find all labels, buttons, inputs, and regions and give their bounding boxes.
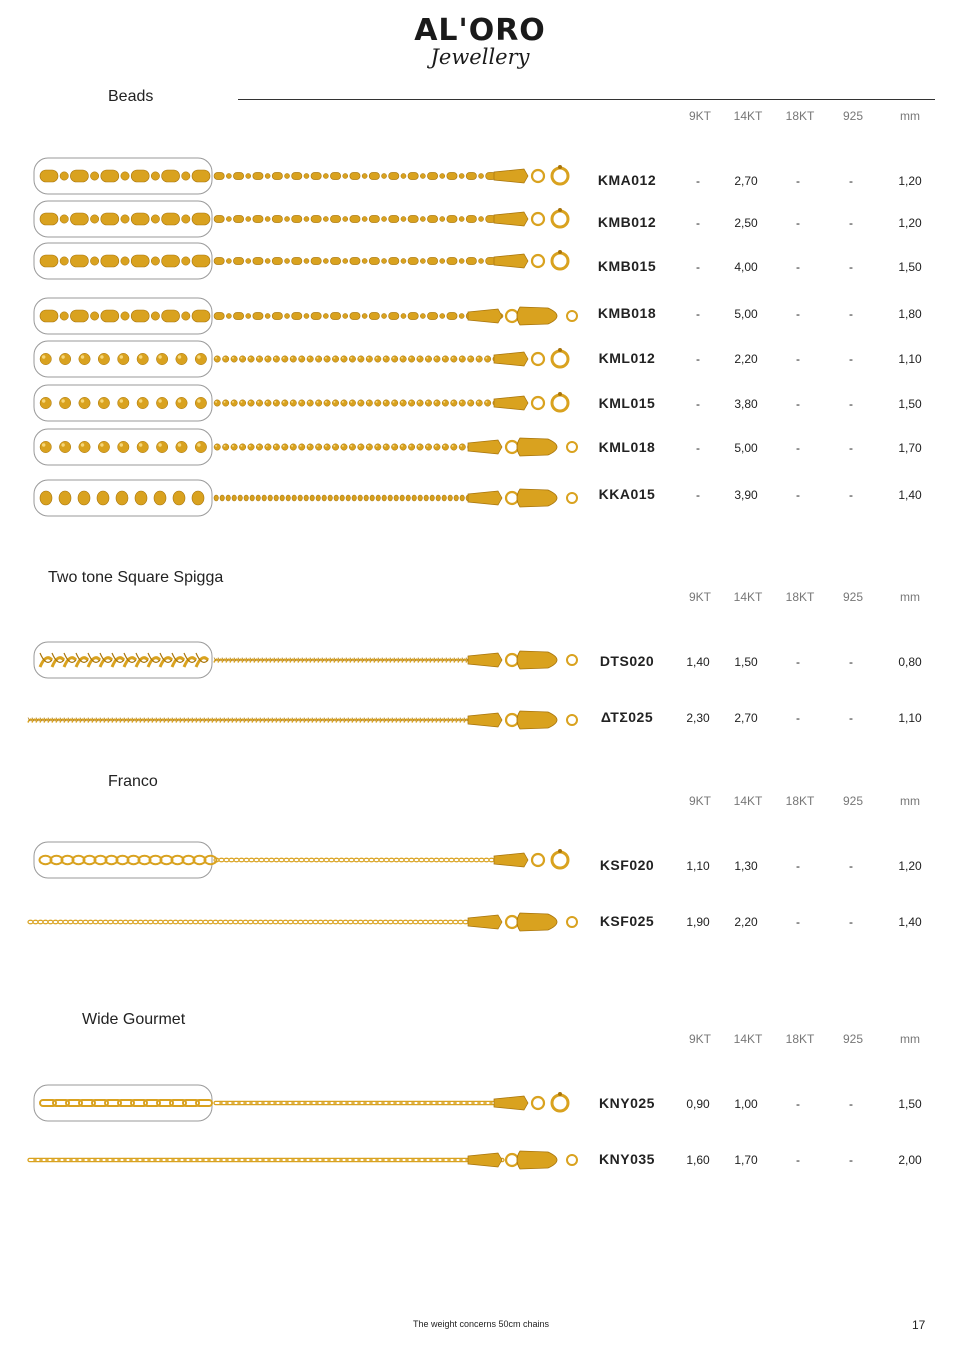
column-header-mm: mm [900,794,920,808]
chain-image [28,158,580,194]
chain-image [28,842,580,878]
weight-18kt: - [796,397,800,411]
product-code: KMB018 [597,305,657,321]
column-header-mm: mm [900,1032,920,1046]
column-header-18kt: 18KT [785,1032,815,1046]
chain-drawing [28,842,580,878]
weight-925: - [849,260,853,274]
product-code: KML012 [598,350,656,366]
product-code: KMB012 [597,214,657,230]
section-title-beads: Beads [108,88,154,105]
chain-drawing [28,201,580,237]
brand-logo [400,14,560,78]
weight-14kt: 2,70 [734,711,758,725]
section-title-wide-gourmet: Wide Gourmet [82,1011,186,1028]
logo-wordmark: AL'ORO [414,13,546,48]
thickness-mm: 1,20 [898,216,922,230]
chain-drawing [28,1142,580,1178]
column-header-9kt: 9KT [688,590,711,604]
product-code: KSF025 [599,913,655,929]
thickness-mm: 2,00 [898,1153,922,1167]
weight-925: - [849,655,853,669]
weight-18kt: - [796,260,800,274]
weight-925: - [849,1153,853,1167]
weight-14kt: 3,80 [734,397,758,411]
weight-14kt: 2,50 [734,216,758,230]
column-header-18kt: 18KT [785,590,815,604]
weight-14kt: 3,90 [734,488,758,502]
chain-image [28,243,580,279]
weight-925: - [849,216,853,230]
column-header-9kt: 9KT [688,1032,711,1046]
product-code: KSF020 [599,857,655,873]
weight-925: - [849,1097,853,1111]
column-header-14kt: 14KT [733,1032,763,1046]
weight-14kt: 1,70 [734,1153,758,1167]
weight-925: - [849,488,853,502]
chain-drawing [28,298,580,334]
thickness-mm: 1,20 [898,174,922,188]
chain-image [28,201,580,237]
column-header-14kt: 14KT [733,590,763,604]
weight-925: - [849,307,853,321]
column-header-18kt: 18KT [785,109,815,123]
product-code: KKA015 [598,486,656,502]
chain-image [28,298,580,334]
column-header-925: 925 [842,794,864,808]
chain-image [28,1085,580,1121]
footer-note: The weight concerns 50cm chains [412,1319,550,1329]
chain-drawing [28,904,580,940]
product-code: KML015 [598,395,656,411]
chain-image [28,904,580,940]
chain-image [28,702,580,738]
thickness-mm: 1,50 [898,1097,922,1111]
weight-9kt: 1,40 [686,655,710,669]
weight-14kt: 2,20 [734,915,758,929]
thickness-mm: 1,50 [898,260,922,274]
chain-image [28,341,580,377]
column-header-925: 925 [842,590,864,604]
thickness-mm: 1,50 [898,397,922,411]
column-header-925: 925 [842,1032,864,1046]
weight-18kt: - [796,711,800,725]
weight-18kt: - [796,655,800,669]
column-header-mm: mm [900,590,920,604]
column-header-925: 925 [842,109,864,123]
weight-14kt: 1,00 [734,1097,758,1111]
weight-925: - [849,915,853,929]
chain-drawing [28,341,580,377]
weight-18kt: - [796,352,800,366]
section-title-franco: Franco [108,773,158,790]
column-header-14kt: 14KT [733,109,763,123]
thickness-mm: 1,10 [898,711,922,725]
header-divider [238,99,935,100]
chain-image [28,642,580,678]
product-code: KNY025 [599,1095,655,1111]
weight-9kt: - [696,307,700,321]
weight-14kt: 1,30 [734,859,758,873]
weight-14kt: 5,00 [734,307,758,321]
thickness-mm: 1,70 [898,441,922,455]
weight-18kt: - [796,307,800,321]
weight-925: - [849,352,853,366]
thickness-mm: 1,10 [898,352,922,366]
weight-925: - [849,397,853,411]
chain-drawing [28,642,580,678]
weight-9kt: - [696,216,700,230]
product-code: KNY035 [599,1151,655,1167]
weight-925: - [849,441,853,455]
chain-drawing [28,429,580,465]
weight-9kt: - [696,352,700,366]
product-code: ΔΤΣ025 [600,709,654,725]
chain-drawing [28,480,580,516]
thickness-mm: 1,40 [898,488,922,502]
weight-9kt: - [696,488,700,502]
weight-925: - [849,711,853,725]
weight-9kt: 2,30 [686,711,710,725]
weight-14kt: 2,20 [734,352,758,366]
weight-925: - [849,174,853,188]
weight-9kt: 0,90 [686,1097,710,1111]
weight-925: - [849,859,853,873]
weight-18kt: - [796,174,800,188]
chain-drawing [28,243,580,279]
thickness-mm: 1,40 [898,915,922,929]
chain-drawing [28,385,580,421]
weight-14kt: 5,00 [734,441,758,455]
column-header-9kt: 9KT [688,109,711,123]
chain-drawing [28,702,580,738]
weight-14kt: 1,50 [734,655,758,669]
weight-14kt: 2,70 [734,174,758,188]
product-code: KML018 [598,439,656,455]
weight-18kt: - [796,216,800,230]
chain-drawing [28,1085,580,1121]
thickness-mm: 1,20 [898,859,922,873]
weight-18kt: - [796,441,800,455]
section-title-spigga: Two tone Square Spigga [48,569,224,586]
chain-image [28,480,580,516]
weight-9kt: - [696,397,700,411]
column-header-9kt: 9KT [688,794,711,808]
column-header-mm: mm [900,109,920,123]
weight-18kt: - [796,1153,800,1167]
chain-image [28,385,580,421]
weight-9kt: 1,10 [686,859,710,873]
weight-9kt: 1,60 [686,1153,710,1167]
weight-18kt: - [796,488,800,502]
weight-9kt: - [696,174,700,188]
weight-9kt: 1,90 [686,915,710,929]
page-number: 17 [912,1318,926,1332]
column-header-14kt: 14KT [733,794,763,808]
column-header-18kt: 18KT [785,794,815,808]
product-code: KMA012 [597,172,657,188]
thickness-mm: 0,80 [898,655,922,669]
weight-18kt: - [796,915,800,929]
product-code: DTS020 [599,653,655,669]
logo-tagline: Jewellery [430,45,530,69]
weight-9kt: - [696,260,700,274]
chain-drawing [28,158,580,194]
weight-18kt: - [796,859,800,873]
chain-image [28,1142,580,1178]
chain-image [28,429,580,465]
weight-14kt: 4,00 [734,260,758,274]
thickness-mm: 1,80 [898,307,922,321]
product-code: KMB015 [597,258,657,274]
weight-18kt: - [796,1097,800,1111]
weight-9kt: - [696,441,700,455]
